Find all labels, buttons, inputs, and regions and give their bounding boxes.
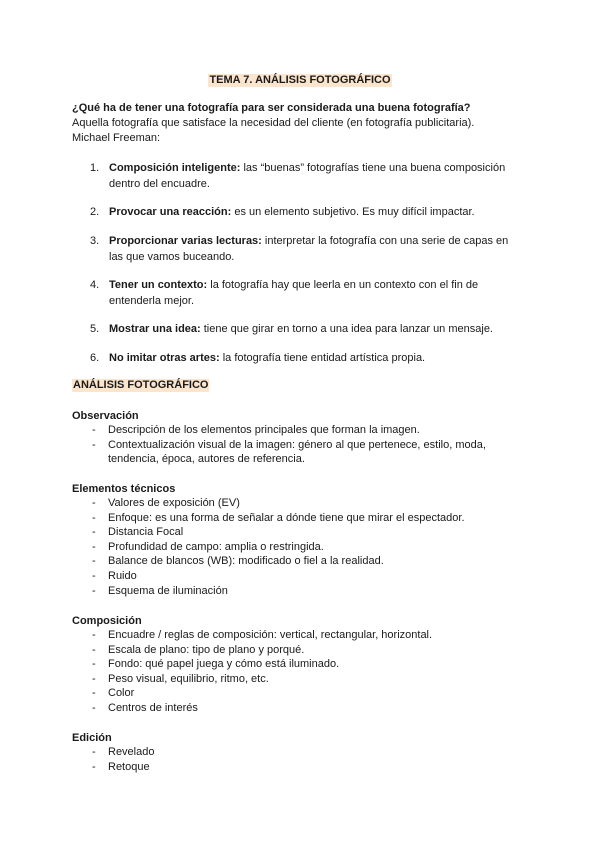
- item-number: 6.: [90, 352, 100, 364]
- subheading-tecnicos: Elementos técnicos: [72, 483, 176, 495]
- item-text: Peso visual, equilibrio, ritmo, etc.: [108, 672, 269, 685]
- list-item: [72, 628, 512, 643]
- dash-bullet: -: [92, 672, 96, 685]
- item-text: [109, 160, 514, 192]
- tecnicos-list: [72, 496, 512, 598]
- answer-text: Aquella fotografía que satisface la necesidad del cliente (en fotografía publicitaria). Michael Freeman:: [72, 117, 475, 144]
- item-text: Enfoque: es una forma de señalar a dónde tiene que mirar el espectador.: [108, 511, 465, 524]
- item-body: es un elemento subjetivo. Es muy difícil impactar.: [231, 206, 475, 218]
- item-text: Ruido: [108, 569, 137, 582]
- dash-bullet: -: [92, 555, 96, 568]
- list-item: [72, 525, 512, 540]
- list-item: [72, 569, 512, 584]
- list-item: [72, 760, 512, 775]
- item-bold: No imitar otras artes:: [109, 352, 220, 364]
- item-text: Distancia Focal: [108, 526, 184, 539]
- dash-bullet: -: [92, 701, 96, 714]
- dash-bullet: -: [92, 584, 96, 597]
- dash-bullet: -: [92, 526, 96, 539]
- dash-bullet: -: [92, 687, 96, 700]
- item-bold: Provocar una reacción:: [109, 206, 232, 218]
- item-bold: Proporcionar varias lecturas:: [109, 235, 262, 247]
- list-item: [72, 643, 512, 658]
- item-number: 2.: [90, 206, 100, 218]
- dash-bullet: -: [92, 497, 96, 509]
- item-bold: Mostrar una idea:: [109, 323, 201, 335]
- title-wrap: [0, 70, 600, 88]
- list-item: [72, 438, 512, 467]
- item-text: [109, 321, 514, 337]
- dash-bullet: -: [92, 658, 96, 671]
- list-item: [72, 554, 512, 569]
- subheading-composicion: Composición: [72, 615, 142, 627]
- dash-bullet: -: [92, 540, 96, 553]
- dash-bullet: -: [92, 760, 96, 773]
- section-title: ANÁLISIS FOTOGRÁFICO: [73, 379, 209, 391]
- item-text: Retoque: [108, 760, 150, 773]
- list-item: [72, 672, 512, 687]
- item-text: Profundidad de campo: amplia o restringida.: [108, 540, 324, 553]
- item-text: Centros de interés: [108, 701, 198, 714]
- item-number: 3.: [90, 235, 100, 247]
- item-body: la fotografía tiene entidad artística propia.: [219, 352, 426, 364]
- dash-bullet: -: [92, 511, 96, 524]
- item-bold: Composición inteligente:: [109, 162, 241, 174]
- subheading-observacion: Observación: [72, 410, 139, 422]
- item-text: Encuadre / reglas de composición: vertical, rectangular, horizontal.: [108, 629, 433, 641]
- item-text: Valores de exposición (EV): [108, 497, 240, 509]
- dash-bullet: -: [92, 438, 96, 451]
- item-text: Contextualización visual de la imagen: género al que pertenece, estilo, moda, tendencia, época, autores de referencia.: [108, 438, 486, 466]
- item-body: interpretar la fotografía con una serie de capas en las que vamos buceando.: [109, 235, 509, 263]
- item-body: las “buenas” fotografías tiene una buena composición dentro del encuadre.: [109, 162, 506, 190]
- item-text: [109, 204, 514, 220]
- edicion-list: [72, 745, 512, 774]
- dash-bullet: -: [92, 424, 96, 436]
- list-item: [72, 511, 512, 526]
- observacion-list: [72, 423, 512, 467]
- item-text: Revelado: [108, 746, 155, 758]
- item-body: la fotografía hay que leerla en un contexto con el fin de entenderla mejor.: [109, 279, 479, 307]
- list-item: [72, 686, 512, 701]
- question-heading: ¿Qué ha de tener una fotografía para ser considerada una buena fotografía?: [72, 102, 471, 114]
- item-text: Color: [108, 687, 135, 700]
- item-number: 5.: [90, 323, 100, 335]
- dash-bullet: -: [92, 746, 96, 758]
- list-item: [72, 584, 512, 599]
- item-text: Escala de plano: tipo de plano y porqué.: [108, 643, 305, 656]
- item-text: Fondo: qué papel juega y cómo está iluminado.: [108, 658, 340, 671]
- list-item: [72, 496, 512, 511]
- list-item: [72, 701, 512, 716]
- item-text: [109, 233, 514, 265]
- item-text: [109, 277, 514, 309]
- item-body: tiene que girar en torno a una idea para lanzar un mensaje.: [200, 323, 493, 335]
- item-number: 1.: [90, 162, 100, 174]
- dash-bullet: -: [92, 629, 96, 641]
- subheading-edicion: Edición: [72, 732, 112, 744]
- list-item: [72, 745, 512, 760]
- list-item: [72, 540, 512, 555]
- item-number: 4.: [90, 279, 100, 291]
- item-text: Balance de blancos (WB): modificado o fiel a la realidad.: [108, 555, 384, 568]
- item-text: Descripción de los elementos principales que forman la imagen.: [108, 424, 420, 436]
- dash-bullet: -: [92, 569, 96, 582]
- item-bold: Tener un contexto:: [109, 279, 208, 291]
- page-title: TEMA 7. ANÁLISIS FOTOGRÁFICO: [209, 74, 391, 86]
- item-text: [109, 350, 514, 366]
- list-item: [72, 423, 512, 438]
- composicion-list: [72, 628, 512, 716]
- list-item: [72, 657, 512, 672]
- item-text: Esquema de iluminación: [108, 584, 228, 597]
- dash-bullet: -: [92, 643, 96, 656]
